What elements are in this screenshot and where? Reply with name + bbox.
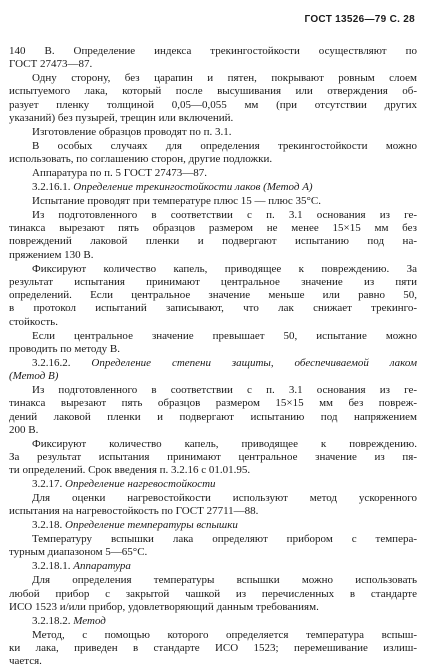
text-line: ГОСТ 27473—87. bbox=[9, 58, 93, 71]
section-title: Аппаратура bbox=[73, 560, 131, 573]
text-line: Из подготовленного в соответствии с п. 3.1 основания из ге- bbox=[32, 208, 417, 221]
text-line: Изготовление образцов проводят по п. 3.1. bbox=[32, 125, 232, 138]
text-line: определений. Если центральное значение меньше или равно 50, bbox=[9, 289, 417, 302]
text-line: проводить по методу В. bbox=[9, 342, 121, 355]
text-line: дений лаковой пленки и подвергают испытанию под напряжением bbox=[9, 410, 417, 423]
text-line: использовать, по соглашению сторон, другие подложки. bbox=[9, 153, 273, 166]
text-line: Из подготовленного в соответствии с п. 3.1 основания из ге- bbox=[32, 383, 417, 396]
paragraph bbox=[9, 209, 417, 262]
text-line: тинакса вырезают пять образцов размером не менее 15×15 мм без bbox=[9, 222, 417, 235]
document-body bbox=[9, 45, 417, 669]
heading-line bbox=[9, 519, 417, 532]
paragraph bbox=[9, 384, 417, 437]
paragraph bbox=[9, 492, 417, 519]
text-line: стойкость. bbox=[9, 315, 58, 328]
text-line: турным диапазоном 5—65°С. bbox=[9, 546, 148, 559]
text-line: указаний) без пузырей, трещин или включений. bbox=[9, 112, 234, 125]
text-line: испытуемого лака, который после высушивания или отверждения об- bbox=[9, 85, 417, 98]
section-title: Определение степени защиты, обеспечиваемой лаком bbox=[91, 356, 417, 369]
page-header: ГОСТ 13526—79 С. 28 bbox=[304, 14, 415, 25]
paragraph bbox=[9, 574, 417, 614]
text-line: результат испытания принимают центральное значение из пяти bbox=[9, 275, 417, 288]
heading-line bbox=[9, 615, 417, 628]
text-line: Фиксируют количество капель, приводящее к повреждению. За bbox=[32, 262, 417, 275]
section-heading bbox=[9, 615, 417, 628]
text-line: в протокол испытаний записывают, что лак снижает трекинго- bbox=[9, 302, 417, 315]
text-line: Испытание проводят при температуре плюс 15 — плюс 35°С. bbox=[32, 194, 322, 207]
text-line: разует пленку толщиной 0,05—0,055 мм (при отсутствии других bbox=[9, 98, 417, 111]
heading-line bbox=[9, 181, 417, 194]
heading-line bbox=[9, 370, 417, 383]
text-line: чается. bbox=[9, 655, 42, 668]
text-line: пряжением 130 В. bbox=[9, 248, 94, 261]
paragraph bbox=[9, 533, 417, 560]
section-heading bbox=[9, 181, 417, 194]
section-number: 3.2.18.2. bbox=[32, 614, 71, 627]
text-line: Аппаратура по п. 5 ГОСТ 27473—87. bbox=[32, 167, 207, 180]
text-line: ти определений. Срок введения п. 3.2.16 с 01.01.95. bbox=[9, 464, 251, 477]
section-title: Определение температуры вспышки bbox=[65, 519, 238, 532]
text-line: повреждений лаковой пленки и подвергают испытанию под на- bbox=[9, 235, 417, 248]
paragraph bbox=[9, 126, 417, 139]
text-line: 200 В. bbox=[9, 423, 39, 436]
paragraph bbox=[9, 72, 417, 125]
paragraph bbox=[9, 629, 417, 669]
heading-line bbox=[9, 357, 417, 370]
section-title: (Метод В) bbox=[9, 370, 59, 383]
text-line: Для оценки нагревостойкости используют метод ускоренного bbox=[32, 492, 417, 505]
paragraph bbox=[9, 263, 417, 329]
text-line: За результат испытания принимают центральное значение из пя- bbox=[9, 451, 417, 464]
paragraph bbox=[9, 195, 417, 208]
text-line: Для определения температуры вспышки можно использовать bbox=[32, 574, 417, 587]
text-line: ИСО 1523 и/или прибор, удовлетворяющий данным требованиям. bbox=[9, 600, 319, 613]
text-line: Температуру вспышки лака определяют прибором с темпера- bbox=[32, 533, 417, 546]
text-line: Фиксируют количество капель, приводящее к повреждению. bbox=[32, 437, 417, 450]
text-line: испытания на нагревостойкость по ГОСТ 27711—88. bbox=[9, 505, 259, 518]
heading-line bbox=[9, 478, 417, 491]
section-title: Определение трекингостойкости лаков (Метод А) bbox=[73, 180, 313, 193]
paragraph bbox=[9, 167, 417, 180]
paragraph bbox=[9, 140, 417, 167]
section-title: Метод bbox=[73, 614, 106, 627]
heading-line bbox=[9, 560, 417, 573]
paragraph bbox=[9, 438, 417, 478]
text-line: ки лака, приведен в стандарте ИСО 1523; перемешивание излиш- bbox=[9, 641, 417, 654]
section-number: 3.2.18. bbox=[32, 519, 63, 532]
text-line: Метод, с помощью которого определяется температура вспыш- bbox=[32, 628, 417, 641]
section-heading bbox=[9, 560, 417, 573]
text-line: Если центральное значение превышает 50, испытание можно bbox=[32, 329, 417, 342]
paragraph bbox=[9, 45, 417, 72]
section-number: 3.2.16.1. bbox=[32, 180, 71, 193]
text-line: В особых случаях для определения трекингостойкости можно bbox=[32, 139, 417, 152]
text-line: тинакса вырезают пять образцов размером 15×15 мм без повреж- bbox=[9, 397, 417, 410]
section-number: 3.2.17. bbox=[32, 478, 63, 491]
text-line: Одну сторону, без царапин и пятен, покрывают ровным слоем bbox=[32, 72, 417, 85]
text-line: любой прибор с закрытой чашкой из перечисленных в стандарте bbox=[9, 587, 417, 600]
section-heading bbox=[9, 357, 417, 384]
section-title: Определение нагревостойкости bbox=[65, 478, 216, 491]
section-number: 3.2.16.2. bbox=[32, 356, 71, 369]
paragraph bbox=[9, 330, 417, 357]
section-heading bbox=[9, 478, 417, 491]
section-number: 3.2.18.1. bbox=[32, 560, 71, 573]
text-line: 140 В. Определение индекса трекингостойкости осуществляют по bbox=[9, 45, 417, 57]
section-heading bbox=[9, 519, 417, 532]
